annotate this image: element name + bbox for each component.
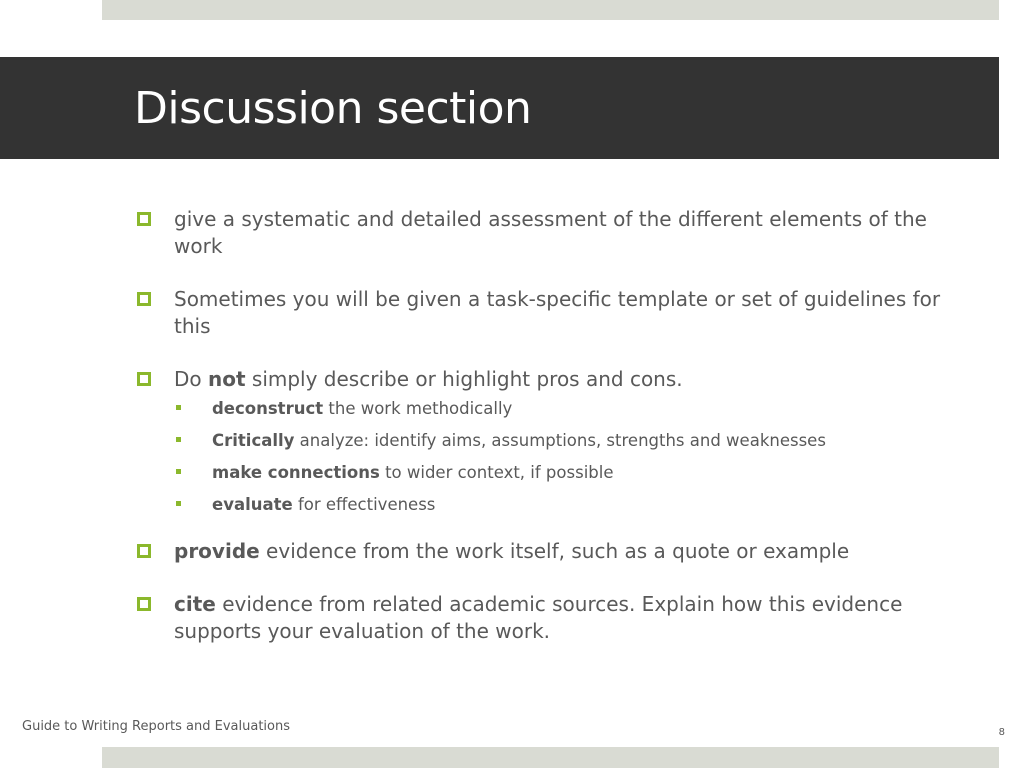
sub-bullet-list <box>174 397 966 516</box>
bullet-emphasis: not <box>208 367 246 391</box>
filled-square-bullet-icon <box>176 437 181 442</box>
sub-bullet-item <box>174 397 966 420</box>
sub-bullet-emphasis: evaluate <box>212 495 293 514</box>
bullet-item <box>136 366 966 516</box>
bullet-emphasis: provide <box>174 539 260 563</box>
hollow-square-bullet-icon <box>137 544 151 558</box>
bullet-list <box>136 206 966 645</box>
hollow-square-bullet-icon <box>137 212 151 226</box>
bottom-decor-bar <box>102 747 999 768</box>
sub-bullet-text: to wider context, if possible <box>379 463 614 482</box>
sub-bullet-emphasis: deconstruct <box>212 399 324 418</box>
sub-bullet-item <box>174 493 966 516</box>
sub-bullet-text: for effectiveness <box>292 495 436 514</box>
bullet-text-rest: simply describe or highlight pros and cons. <box>245 367 683 391</box>
hollow-square-bullet-icon <box>137 292 151 306</box>
sub-bullet-item <box>174 429 966 452</box>
hollow-square-bullet-icon <box>137 372 151 386</box>
filled-square-bullet-icon <box>176 501 181 506</box>
bullet-item <box>136 538 966 565</box>
top-decor-bar <box>102 0 999 20</box>
bullet-text-prefix: Do <box>174 367 208 391</box>
slide-number: 8 <box>998 727 1005 738</box>
bullet-item <box>136 286 966 340</box>
hollow-square-bullet-icon <box>137 597 151 611</box>
filled-square-bullet-icon <box>176 469 181 474</box>
bullet-text-rest: evidence from related academic sources. Explain how this evidence supports your evaluation of the work. <box>174 592 903 643</box>
sub-bullet-text: analyze: identify aims, assumptions, strengths and weaknesses <box>294 431 826 450</box>
bullet-text: give a systematic and detailed assessment of the different elements of the work <box>174 207 927 258</box>
filled-square-bullet-icon <box>176 405 181 410</box>
bullet-emphasis: cite <box>174 592 216 616</box>
bullet-item <box>136 206 966 260</box>
footer-text: Guide to Writing Reports and Evaluations <box>22 719 291 734</box>
sub-bullet-item <box>174 461 966 484</box>
sub-bullet-emphasis: Critically <box>212 431 295 450</box>
slide-title: Discussion section <box>134 83 532 134</box>
bullet-item <box>136 591 966 645</box>
bullet-text: Sometimes you will be given a task-specific template or set of guidelines for this <box>174 287 941 338</box>
sub-bullet-emphasis: make connections <box>212 463 380 482</box>
sub-bullet-text: the work methodically <box>323 399 513 418</box>
bullet-text-rest: evidence from the work itself, such as a quote or example <box>259 539 850 563</box>
